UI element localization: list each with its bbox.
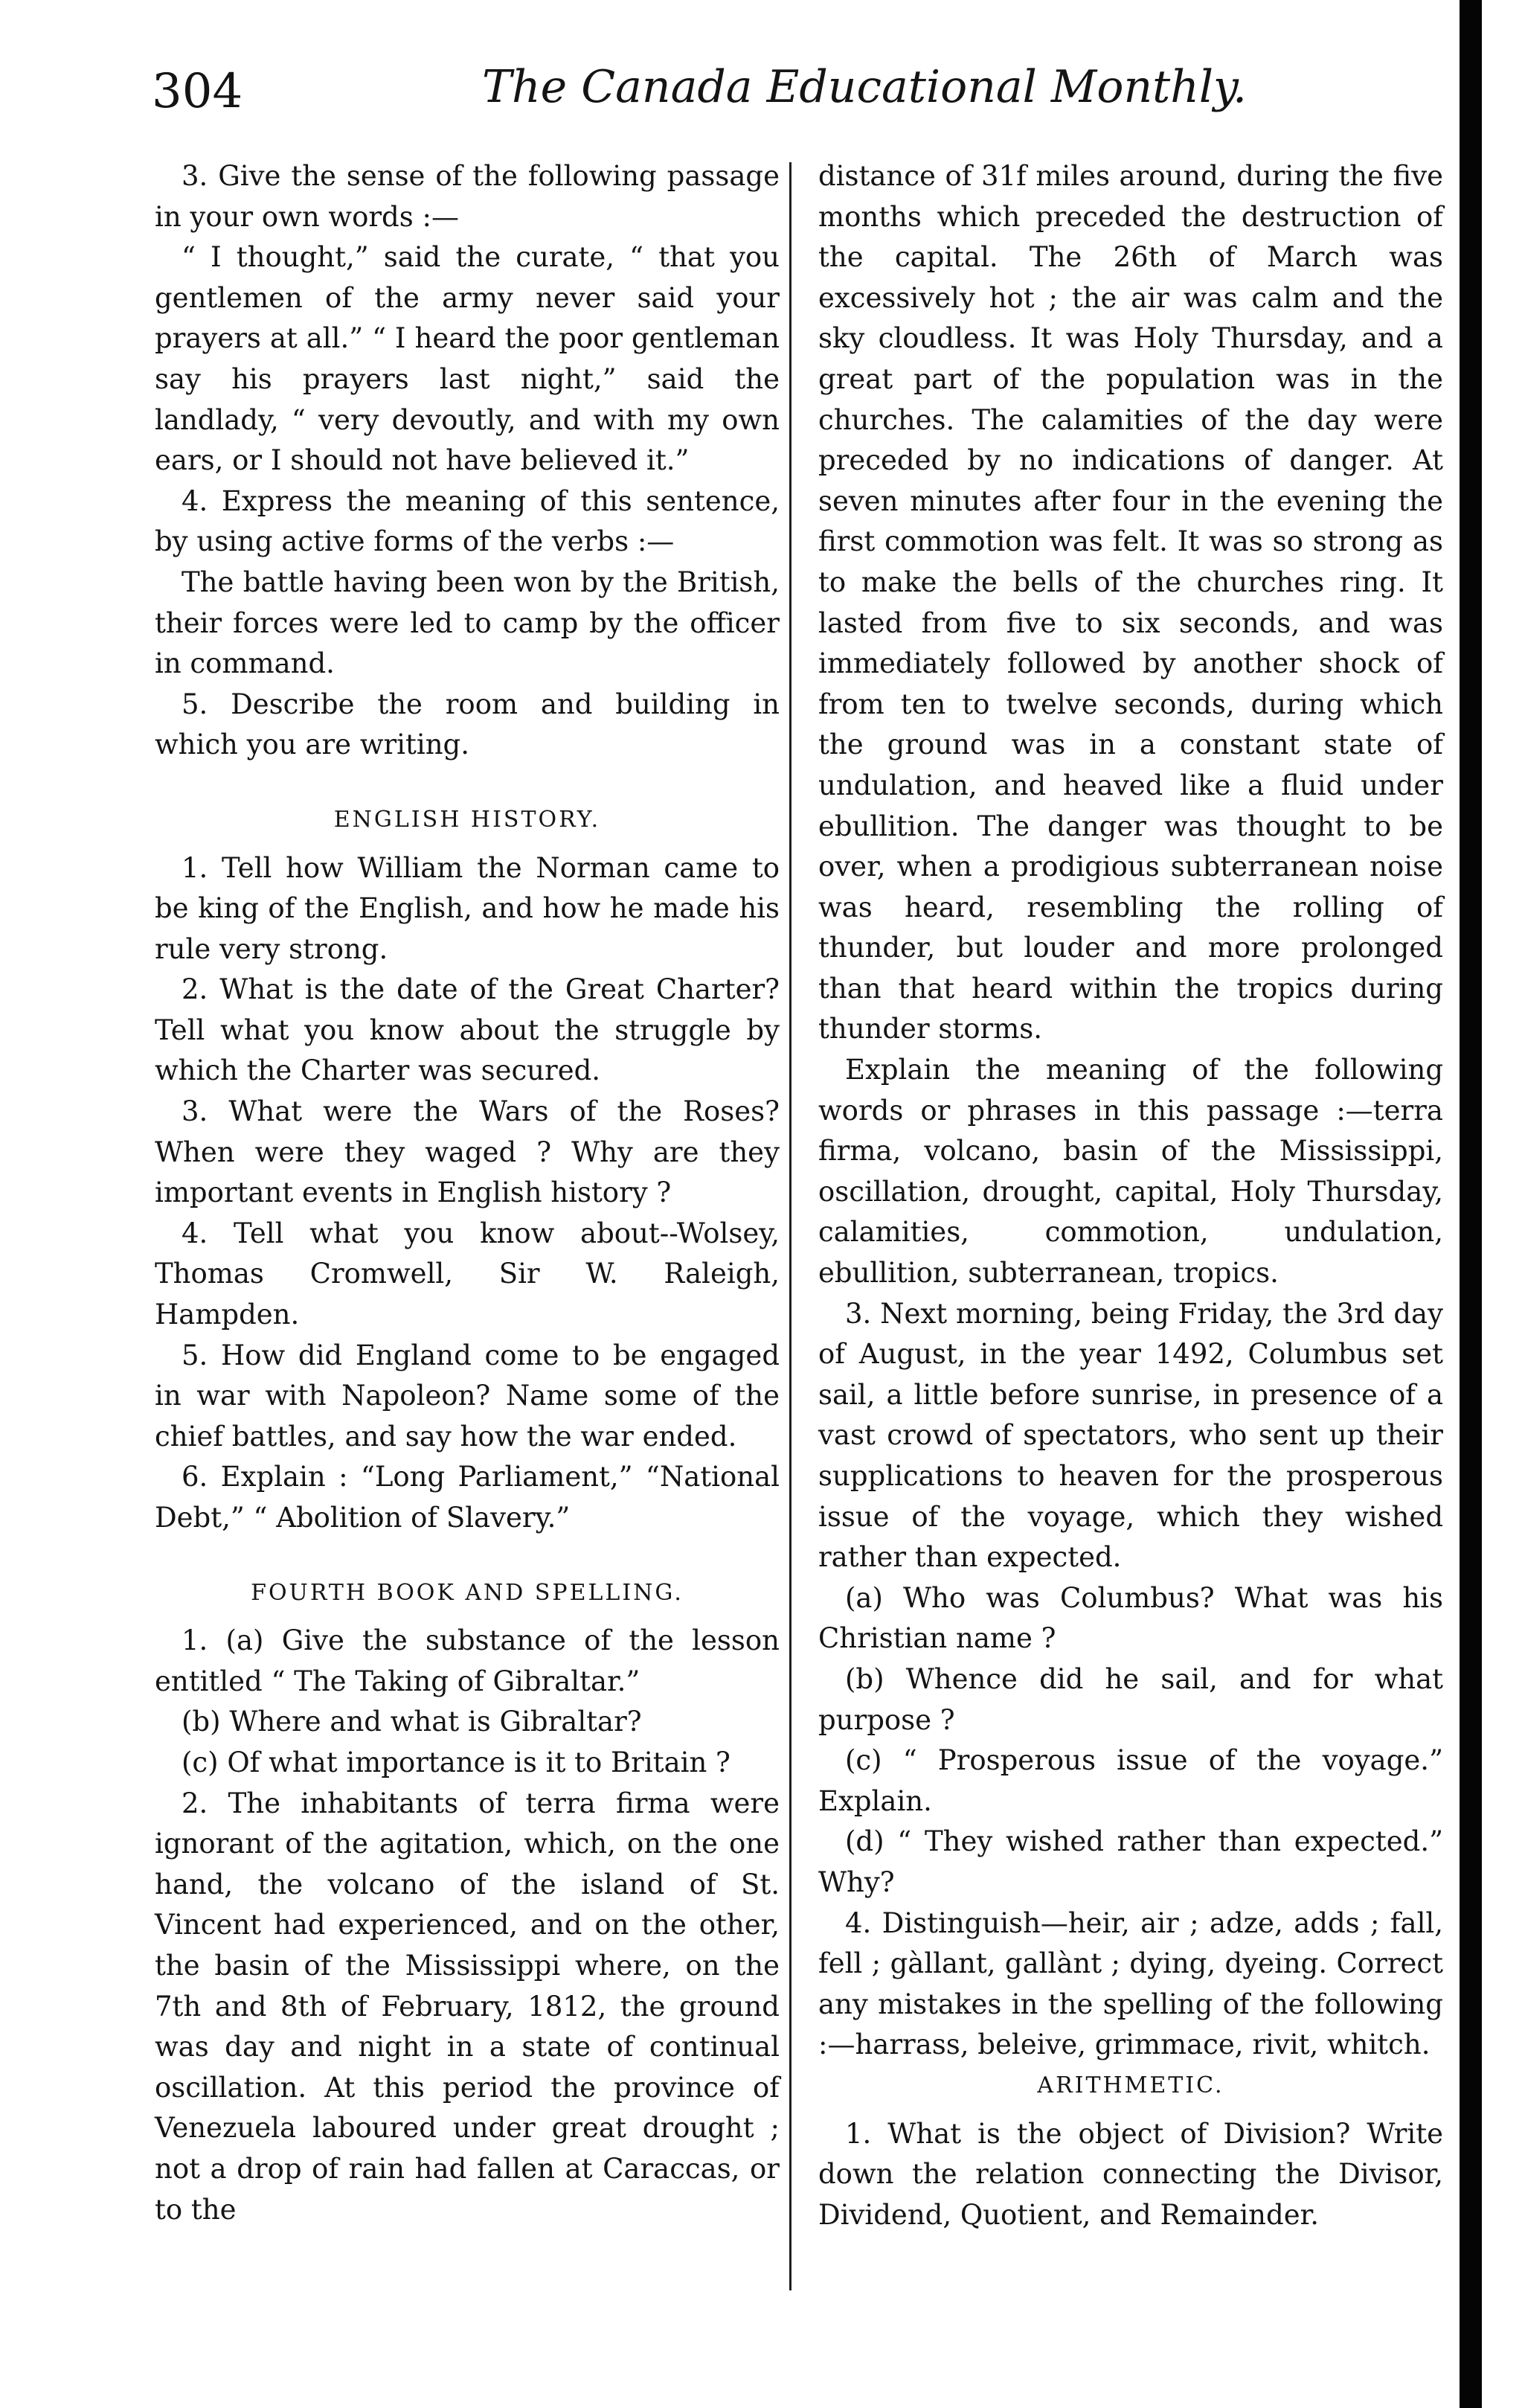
spacer: [818, 2107, 1443, 2114]
spacer: [155, 1613, 780, 1621]
quotation-passage: “ I thought,” said the curate, “ that you gentlemen of the army never said your prayers at all.” “ I heard the poor gentleman say his prayers last night,” said the landlady, “ very devoutly, and with my own ears, or I should not have believed it.”: [155, 241, 780, 477]
left-column: [155, 156, 780, 2230]
journal-title: The Canada Educational Monthly.: [482, 61, 1248, 113]
fourth-book-question-1a: 1. (a) Give the substance of the lesson entitled “ The Taking of Gibraltar.”: [155, 1624, 780, 1697]
fourth-book-heading: FOURTH BOOK AND SPELLING.: [251, 1579, 684, 1606]
history-question-1: 1. Tell how William the Norman came to be king of the English, and how he made his rule very strong.: [155, 851, 780, 965]
explain-words-question: Explain the meaning of the following words or phrases in this passage :—terra firma, volcano, basin of the Mississippi, oscillation, drought, capital, Holy Thursday, calamities, commotion, undulation, ebullition, subterranean, tropics.: [818, 1054, 1443, 1290]
columbus-question-c: (c) “ Prosperous issue of the voyage.” Explain.: [818, 1744, 1443, 1817]
fourth-book-question-2: 2. The inhabitants of terra firma were ignorant of the agitation, which, on the one hand, the volcano of the island of St. Vincent had experienced, and on the other, the basin of the Mississippi where, on the 7th and 8th of February, 1812, the ground was day and night in a state of continual oscillation. At this period the province of Venezuela laboured under great drought ; not a drop of rain had fallen at Caraccas, or to the: [155, 1787, 780, 2226]
spelling-question-4: 4. Distinguish—heir, air ; adze, adds ; fall, fell ; gàllant, gallànt ; dying, dyeing. Correct any mistakes in the spelling of the following :—harrass, beleive, grimmace, rivit, whitch.: [818, 1906, 1443, 2061]
spacer: [155, 841, 780, 848]
columbus-question-a: (a) Who was Columbus? What was his Christian name ?: [818, 1581, 1443, 1655]
spacer: [155, 1539, 780, 1573]
arithmetic-heading: ARITHMETIC.: [1037, 2072, 1224, 2098]
history-question-5: 5. How did England come to be engaged in war with Napoleon? Name some of the chief battles, and say how the war ended.: [155, 1339, 780, 1453]
arithmetic-question-1: 1. What is the object of Division? Write down the relation connecting the Divisor, Dividend, Quotient, and Remainder.: [818, 2117, 1443, 2231]
fourth-book-question-1b: (b) Where and what is Gibraltar?: [182, 1706, 642, 1738]
right-column: [818, 156, 1443, 2235]
history-question-3: 3. What were the Wars of the Roses? When were they waged ? Why are they important events in English history ?: [155, 1095, 780, 1209]
history-question-4: 4. Tell what you know about--Wolsey, Thomas Cromwell, Sir W. Raleigh, Hampden.: [155, 1217, 780, 1331]
history-question-2: 2. What is the date of the Great Charter? Tell what you know about the struggle by which the Charter was secured.: [155, 973, 780, 1087]
spacer: [155, 766, 780, 800]
fourth-book-question-1c: (c) Of what importance is it to Britain ?: [182, 1746, 731, 1778]
earthquake-passage-continued: distance of 31f miles around, during the five months which preceded the destruction of the capital. The 26th of March was excessively hot ; the air was calm and the sky cloudless. It was Holy Thursday, and a great part of the population was in the churches. The calamities of the day were preceded by no indications of danger. At seven minutes after four in the evening the first commotion was felt. It was so strong as to make the bells of the churches ring. It lasted from five to six seconds, and was immediately followed by another shock of from ten to twelve seconds, during which the ground was in a constant state of undulation, and heaved like a fluid under ebullition. The danger was thought to be over, when a prodigious subterranean noise was heard, resembling the rolling of thunder, but louder and more prolonged than that heard within the tropics during thunder storms.: [818, 160, 1443, 1046]
grammar-question-3: 3. Give the sense of the following passage in your own words :—: [155, 160, 780, 233]
columbus-question-b: (b) Whence did he sail, and for what purpose ?: [818, 1662, 1443, 1736]
page-edge-border: [1460, 0, 1482, 2408]
page-header: [146, 61, 1248, 128]
english-history-heading: ENGLISH HISTORY.: [333, 806, 601, 833]
grammar-question-5: 5. Describe the room and building in which you are writing.: [155, 688, 780, 761]
columbus-question-d: (d) “ They wished rather than expected.” Why?: [818, 1825, 1443, 1898]
history-question-6: 6. Explain : “Long Parliament,” “National Debt,” “ Abolition of Slavery.”: [155, 1461, 780, 1534]
column-divider: [789, 162, 791, 2290]
page-number: 304: [152, 64, 243, 119]
columbus-passage: 3. Next morning, being Friday, the 3rd day of August, in the year 1492, Columbus set sail, a little before sunrise, in presence of a vast crowd of spectators, who sent up their supplications to heaven for the prosperous issue of the voyage, which they wished rather than expected.: [818, 1297, 1443, 1574]
grammar-question-4: 4. Express the meaning of this sentence, by using active forms of the verbs :—: [155, 484, 780, 558]
battle-sentence: The battle having been won by the British, their forces were led to camp by the officer in command.: [155, 566, 780, 680]
